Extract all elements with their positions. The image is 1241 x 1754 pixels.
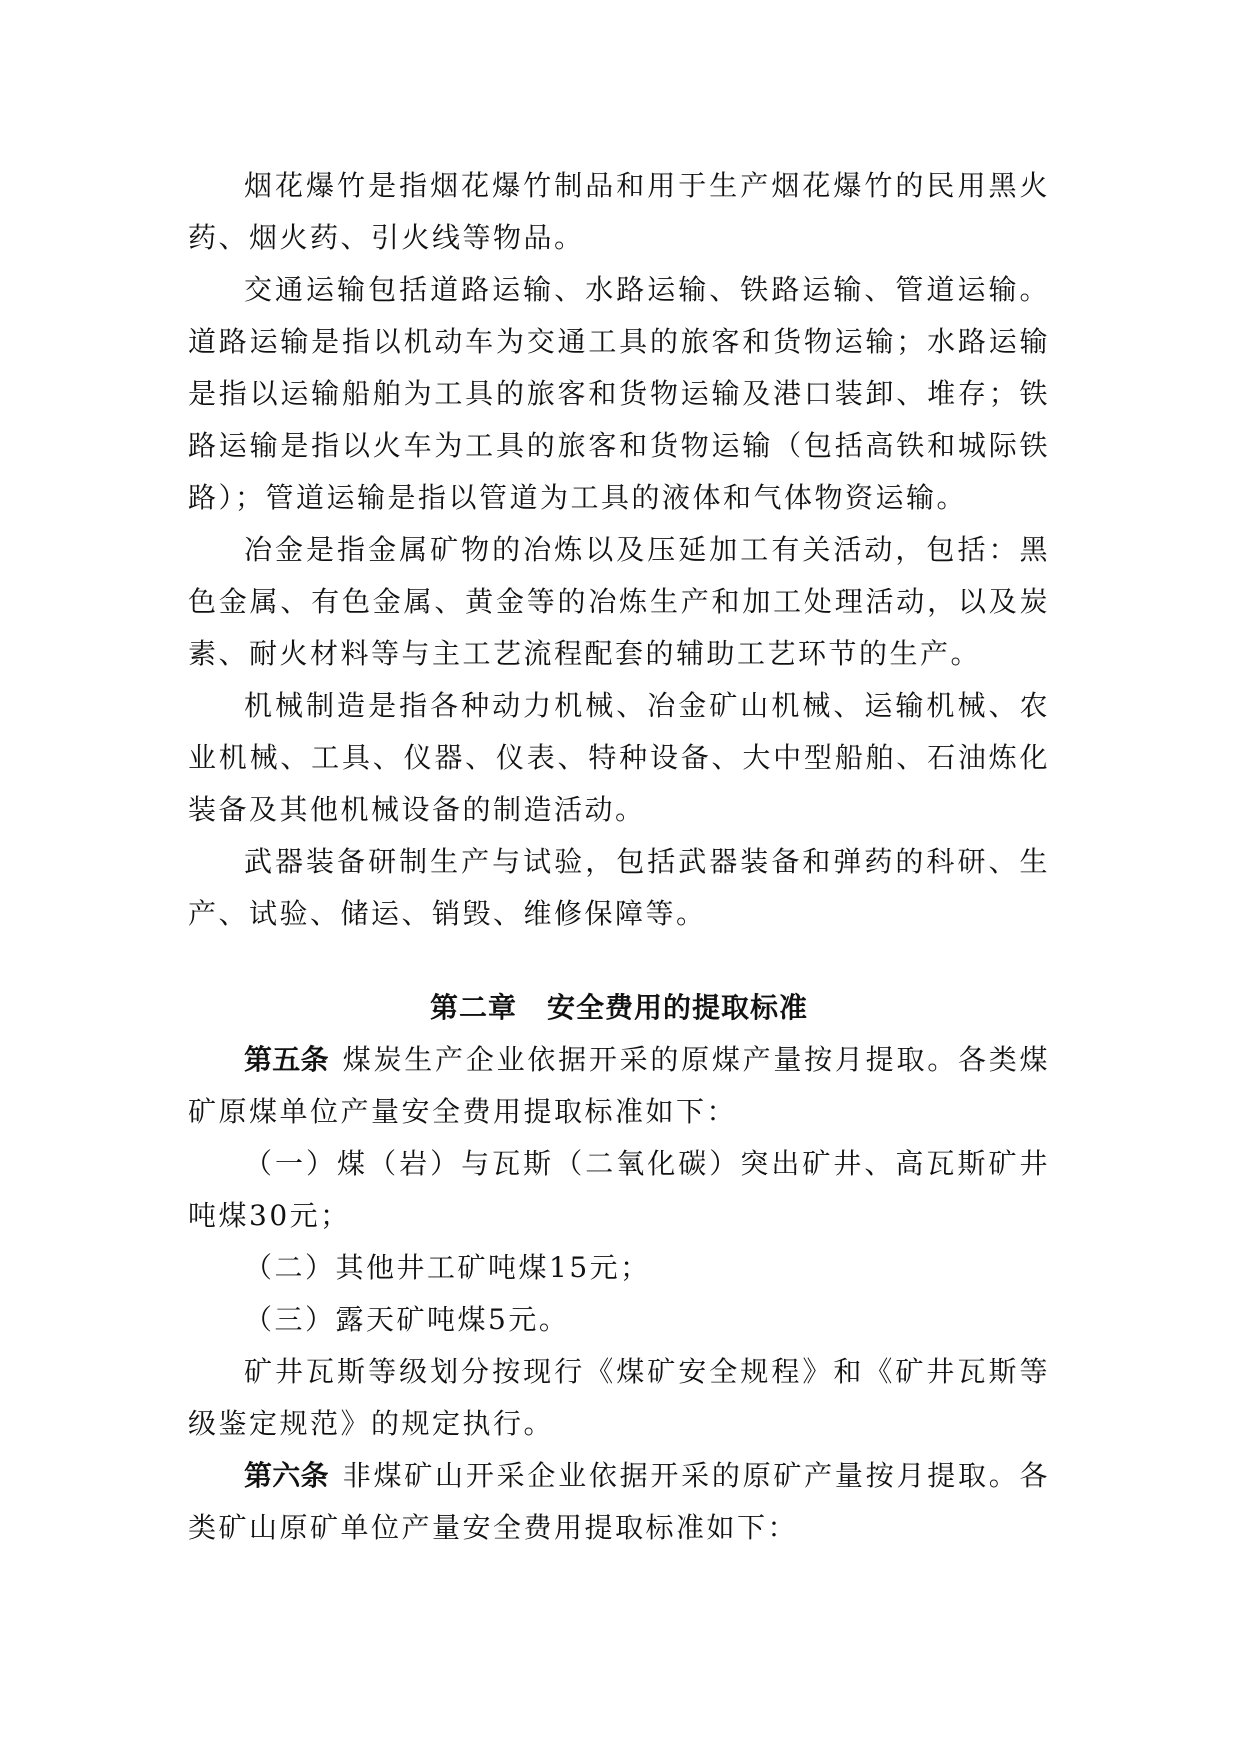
article-5-label: 第五条 bbox=[244, 1043, 329, 1076]
chapter-number: 第二章 bbox=[429, 991, 517, 1024]
article-5 bbox=[188, 1034, 1050, 1138]
article-5-text: 煤炭生产企业依据开采的原煤产量按月提取。各类煤矿原煤单位产量安全费用提取标准如下： bbox=[188, 1043, 1050, 1128]
paragraph-machinery: 机械制造是指各种动力机械、冶金矿山机械、运输机械、农业机械、工具、仪器、仪表、特种设备、大中型船舶、石油炼化装备及其他机械设备的制造活动。 bbox=[188, 689, 1050, 826]
chapter-title: 安全费用的提取标准 bbox=[547, 991, 809, 1024]
article-6 bbox=[188, 1450, 1050, 1554]
paragraph-fireworks: 烟花爆竹是指烟花爆竹制品和用于生产烟花爆竹的民用黑火药、烟火药、引火线等物品。 bbox=[188, 169, 1050, 254]
article-5-item-3: （三）露天矿吨煤5元。 bbox=[244, 1303, 570, 1336]
document-page bbox=[188, 160, 1050, 1554]
article-5-item-1: （一）煤（岩）与瓦斯（二氧化碳）突出矿井、高瓦斯矿井吨煤30元； bbox=[188, 1147, 1050, 1232]
paragraph-transport: 交通运输包括道路运输、水路运输、铁路运输、管道运输。道路运输是指以机动车为交通工具的旅客和货物运输；水路运输是指以运输船舶为工具的旅客和货物运输及港口装卸、堆存；铁路运输是指以火车为工具的旅客和货物运输（包括高铁和城际铁路）；管道运输是指以管道为工具的液体和气体物资运输。 bbox=[188, 273, 1050, 514]
article-5-note: 矿井瓦斯等级划分按现行《煤矿安全规程》和《矿井瓦斯等级鉴定规范》的规定执行。 bbox=[188, 1355, 1050, 1440]
paragraph-metallurgy: 冶金是指金属矿物的冶炼以及压延加工有关活动，包括：黑色金属、有色金属、黄金等的冶炼生产和加工处理活动，以及炭素、耐火材料等与主工艺流程配套的辅助工艺环节的生产。 bbox=[188, 533, 1050, 670]
chapter-heading bbox=[188, 982, 1050, 1034]
paragraph-weapons: 武器装备研制生产与试验，包括武器装备和弹药的科研、生产、试验、储运、销毁、维修保障等。 bbox=[188, 845, 1050, 930]
article-6-text: 非煤矿山开采企业依据开采的原矿产量按月提取。各类矿山原矿单位产量安全费用提取标准如下： bbox=[188, 1459, 1050, 1544]
article-5-item-2: （二）其他井工矿吨煤15元； bbox=[244, 1251, 651, 1284]
article-6-label: 第六条 bbox=[244, 1459, 329, 1492]
